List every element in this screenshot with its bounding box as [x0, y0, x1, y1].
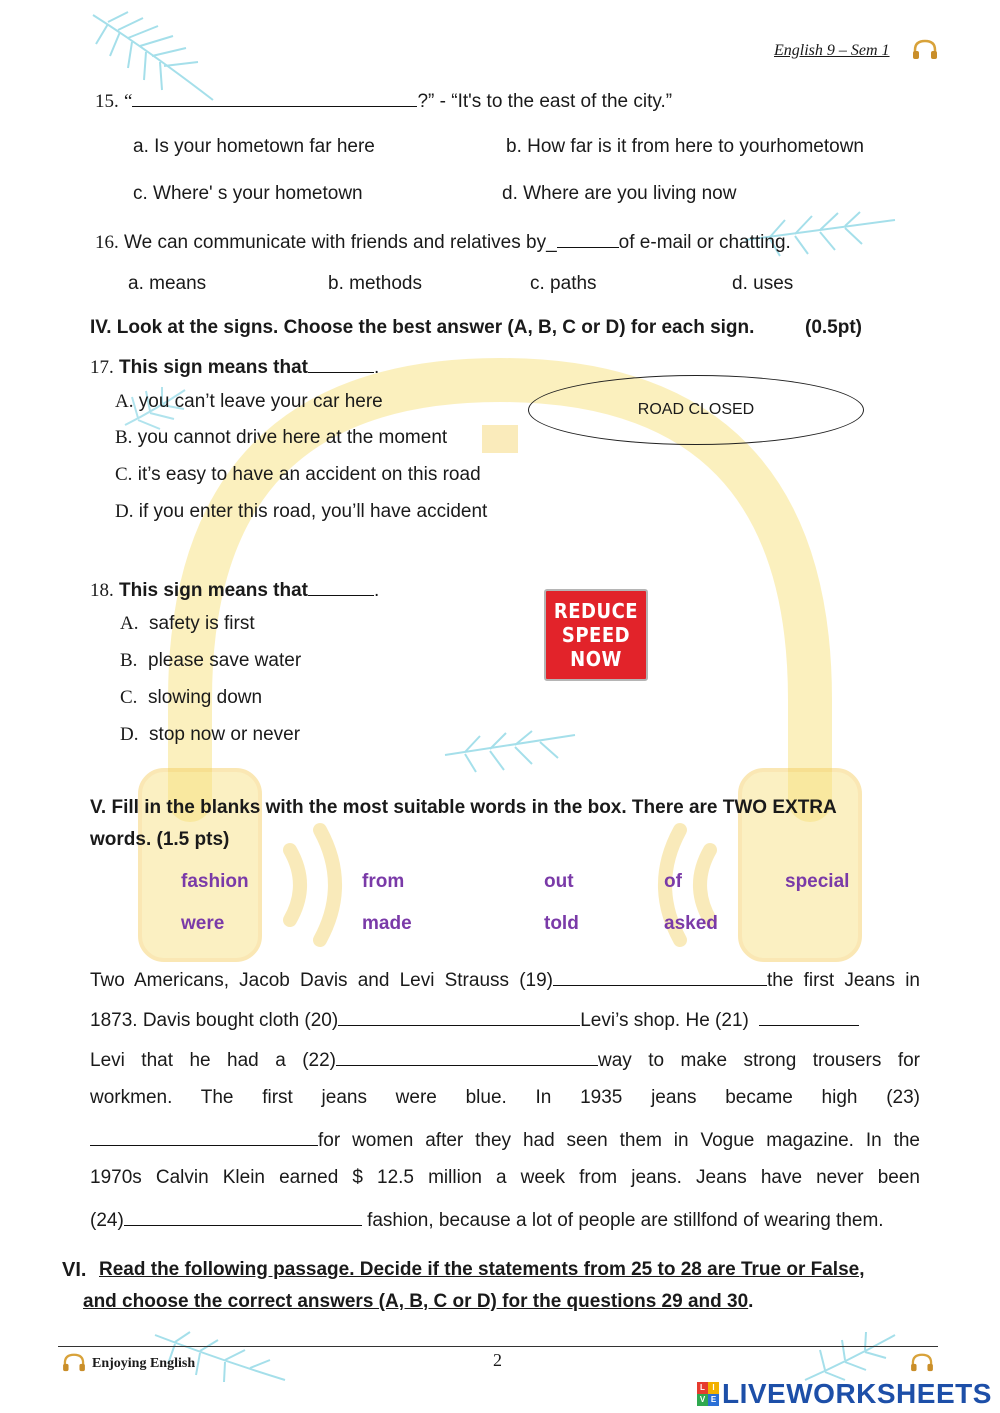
question-text: We can communicate with friends and relatives by_: [124, 232, 557, 253]
feather-decoration: [800, 1330, 900, 1385]
blank-22[interactable]: [336, 1047, 598, 1066]
passage-text: fashion, because a lot of people are stillfond of wearing them.: [361, 1210, 884, 1231]
section-4-heading: IV. Look at the signs. Choose the best answer (A, B, C or D) for each sign.: [90, 317, 755, 338]
liveworksheets-badge: [697, 1382, 719, 1406]
blank-23[interactable]: [90, 1127, 318, 1146]
passage-line: workmen. The first jeans were blue. In 1935 jeans became high (23): [90, 1087, 920, 1108]
blank-21[interactable]: [759, 1007, 859, 1026]
badge-l: L: [697, 1382, 708, 1394]
option-text: you can’t leave your car here: [138, 391, 383, 412]
reduce-speed-sign: [544, 589, 648, 681]
word-box-item: of: [664, 871, 682, 892]
option-a[interactable]: a. means: [128, 273, 207, 294]
header-title: [774, 42, 890, 60]
word-box-item: told: [544, 913, 579, 934]
blank-19[interactable]: [553, 967, 767, 986]
option-c[interactable]: c. paths: [530, 273, 597, 294]
word-box-item: from: [362, 871, 405, 892]
sign-line: NOW: [570, 647, 622, 671]
passage-line: [90, 967, 920, 992]
passage-text: way to make strong trousers for: [598, 1050, 920, 1071]
road-closed-sign: [528, 375, 864, 445]
passage-line: [90, 1047, 920, 1072]
question-stem: This sign means that: [119, 580, 309, 601]
answer-blank[interactable]: [308, 577, 374, 596]
option-text: you cannot drive here at the moment: [137, 427, 448, 448]
option-letter: C.: [120, 687, 138, 708]
passage-line: [90, 1127, 920, 1152]
question-text: of e-mail or chatting.: [618, 232, 791, 253]
passage-text: (24): [90, 1210, 124, 1231]
word-box-item: made: [362, 913, 412, 934]
passage-line: 1970s Calvin Klein earned $ 12.5 million a week from jeans. Jeans have never been: [90, 1167, 920, 1188]
passage-text: for women after they had seen them in Vogue magazine. In the: [318, 1130, 920, 1151]
question-15: [95, 88, 672, 113]
question-number: 16.: [95, 232, 119, 253]
section-6-line1: Read the following passage. Decide if the statements from 25 to 28 are True or False,: [99, 1259, 865, 1280]
option-text: if you enter this road, you’ll have accident: [138, 501, 488, 522]
option-c[interactable]: [115, 464, 481, 486]
question-number: 15.: [95, 91, 119, 112]
question-number: 18.: [90, 580, 114, 601]
section-6-label: VI.: [62, 1259, 87, 1281]
section-6-line2: and choose the correct answers (A, B, C or D) for the questions 29 and 30: [83, 1291, 749, 1312]
badge-e: E: [708, 1394, 719, 1406]
section-6-heading-cont: [83, 1291, 753, 1313]
header-title-text: English 9 – Sem 1: [774, 42, 890, 59]
section-6-heading: [99, 1259, 865, 1281]
passage-text: Two Americans, Jacob Davis and Levi Strauss (19): [90, 970, 553, 991]
section-4-points: (0.5pt): [805, 317, 862, 338]
passage-text: Levi that he had a (22): [90, 1050, 337, 1071]
option-c[interactable]: [120, 687, 262, 709]
option-letter: A.: [120, 613, 139, 634]
footer-left-text: Enjoying English: [92, 1356, 196, 1371]
answer-blank[interactable]: [557, 229, 619, 248]
question-text: ?” - “It's to the east of the city.”: [417, 91, 673, 112]
option-d[interactable]: d. Where are you living now: [502, 183, 737, 204]
option-letter: C.: [115, 464, 133, 485]
option-d[interactable]: d. uses: [732, 273, 794, 294]
word-box-item: special: [785, 871, 850, 892]
stem-period: .: [374, 580, 380, 601]
page-number: 2: [493, 1350, 502, 1370]
option-d[interactable]: [115, 501, 487, 523]
sign-text: ROAD CLOSED: [637, 401, 755, 418]
passage-text: the first Jeans in: [766, 970, 920, 991]
question-stem: This sign means that: [119, 357, 309, 378]
sign-line: REDUCE: [553, 599, 639, 623]
option-a[interactable]: [115, 391, 383, 413]
option-text: please save water: [148, 650, 302, 671]
passage-text: 1873. Davis bought cloth (20): [90, 1010, 339, 1031]
section-5-heading-cont: words. (1.5 pts): [90, 829, 230, 850]
section-6-period: .: [748, 1291, 754, 1312]
option-text: it’s easy to have an accident on this road: [137, 464, 481, 485]
headphones-icon: [912, 38, 938, 60]
question-18: [90, 577, 379, 602]
option-a[interactable]: a. Is your hometown far here: [133, 136, 375, 157]
badge-i: I: [708, 1382, 719, 1394]
sign-line: SPEED: [561, 623, 631, 647]
option-a[interactable]: [120, 613, 255, 635]
answer-blank[interactable]: [132, 88, 417, 107]
section-5-heading: V. Fill in the blanks with the most suitable words in the box. There are TWO EXTRA: [90, 797, 837, 818]
option-b[interactable]: b. methods: [328, 273, 422, 294]
option-d[interactable]: [120, 724, 300, 746]
option-b[interactable]: b. How far is it from here to yourhometown: [506, 136, 864, 157]
option-letter: D.: [120, 724, 139, 745]
word-box-item: asked: [664, 913, 718, 934]
option-text: stop now or never: [149, 724, 301, 745]
option-c[interactable]: c. Where' s your hometown: [133, 183, 363, 204]
stem-period: .: [374, 357, 380, 378]
passage-text: Levi’s shop. He (21): [580, 1010, 749, 1031]
blank-24[interactable]: [124, 1207, 362, 1226]
question-number: 17.: [90, 357, 114, 378]
blank-20[interactable]: [338, 1007, 580, 1026]
passage-line: [90, 1007, 920, 1032]
question-17: [90, 354, 379, 379]
footer-divider: [58, 1346, 938, 1347]
option-text: slowing down: [148, 687, 263, 708]
feather-decoration: [440, 730, 580, 775]
headphones-icon: [62, 1352, 86, 1372]
open-quote: “: [124, 91, 133, 112]
answer-blank[interactable]: [308, 354, 374, 373]
option-text: safety is first: [149, 613, 255, 634]
passage-line: [90, 1207, 920, 1232]
question-16: [95, 229, 791, 254]
word-box-item: out: [544, 871, 574, 892]
option-letter: D.: [115, 501, 134, 522]
option-letter: B.: [115, 427, 133, 448]
option-letter: A.: [115, 391, 134, 412]
word-box-item: were: [181, 913, 225, 934]
option-b[interactable]: [115, 427, 447, 449]
headphones-icon: [910, 1352, 934, 1372]
liveworksheets-wordmark: LIVEWORKSHEETS: [722, 1378, 992, 1409]
badge-v: V: [697, 1394, 708, 1406]
option-letter: B.: [120, 650, 138, 671]
option-b[interactable]: [120, 650, 301, 672]
word-box-item: fashion: [181, 871, 249, 892]
liveworksheets-logo[interactable]: [697, 1378, 992, 1410]
